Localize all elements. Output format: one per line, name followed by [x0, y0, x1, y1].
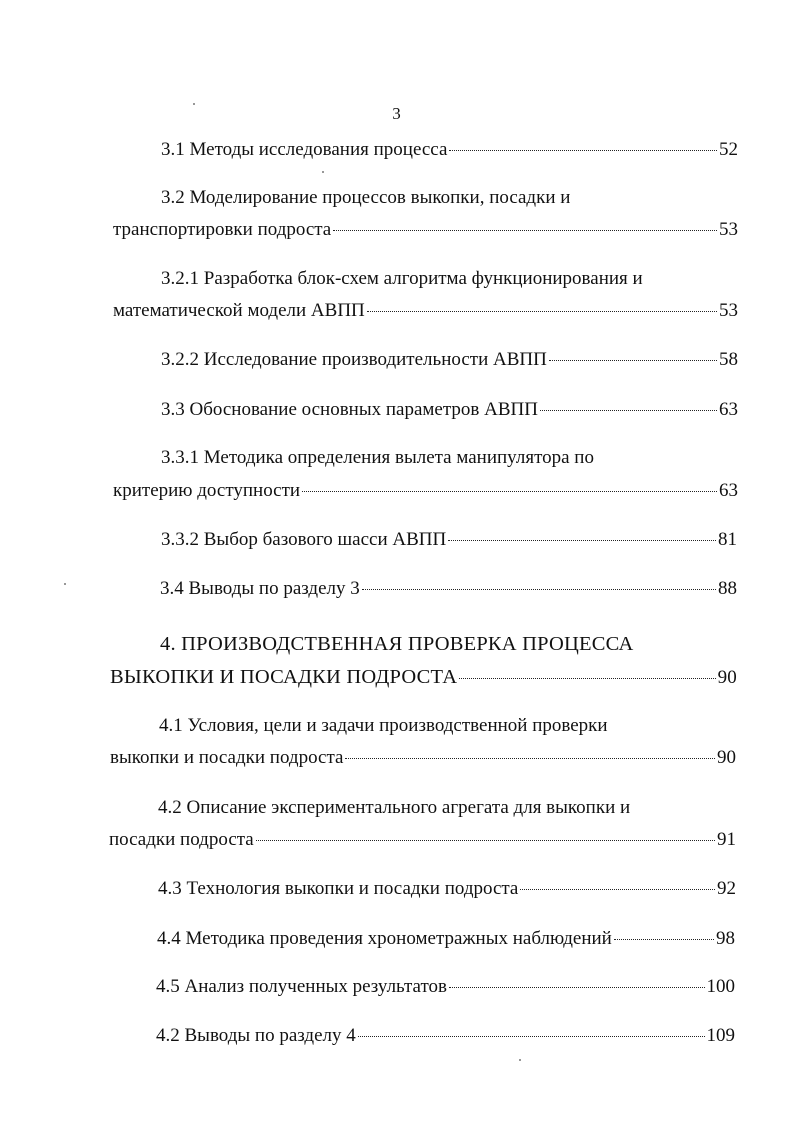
toc-entry-page: 53: [719, 219, 738, 240]
toc-chapter-4-line2: [110, 665, 737, 690]
toc-entry-page: 58: [719, 349, 738, 370]
toc-entry-3-2-2: [161, 348, 738, 372]
scan-speck: [322, 171, 324, 173]
toc-entry-page: 92: [717, 878, 736, 899]
toc-entry-title: 3.2.2 Исследование производительности АВПП: [161, 349, 547, 370]
toc-entry-4-2-line1: [158, 796, 630, 820]
toc-entry-page: 109: [706, 1025, 735, 1046]
toc-entry-3-2-1-line1: [161, 267, 643, 291]
toc-entry-4-2-conclusions: [156, 1024, 735, 1048]
toc-entry-title: 4.3 Технология выкопки и посадки подроста: [158, 878, 519, 899]
toc-entry-page: 91: [717, 829, 736, 850]
toc-entry-title: 3.3.1 Методика определения вылета манипулятора по: [161, 447, 594, 468]
toc-entry-page: 90: [717, 667, 737, 688]
toc-entry-page: 100: [706, 976, 735, 997]
toc-entry-title: 4.2 Описание экспериментального агрегата для выкопки и: [158, 797, 631, 818]
page-number: 3: [392, 104, 401, 123]
toc-entry-4-2-line2: [109, 828, 736, 852]
toc-entry-page: 88: [718, 578, 737, 599]
toc-leader-dots: [362, 589, 716, 590]
toc-chapter-4-line1: [160, 632, 633, 656]
toc-leader-dots: [520, 889, 715, 890]
toc-entry-3-3-1-line2: [113, 479, 738, 503]
toc-entry-title: 3.2.1 Разработка блок-схем алгоритма функционирования и: [161, 268, 643, 289]
toc-leader-dots: [333, 230, 717, 231]
toc-entry-3-1: [113, 138, 738, 162]
toc-leader-dots: [549, 360, 717, 361]
scan-speck: [519, 1059, 521, 1061]
toc-entry-title-cont: транспортировки подроста: [113, 219, 332, 240]
toc-entry-title: 3.3 Обоснование основных параметров АВПП: [161, 399, 538, 420]
toc-entry-4-5: [156, 975, 735, 999]
scan-speck: [64, 583, 66, 585]
toc-entry-3-3-1-line1: [161, 446, 594, 470]
toc-entry-title-cont: посадки подроста: [109, 829, 254, 850]
toc-entry-title-cont: критерию доступности: [113, 480, 301, 501]
toc-leader-dots: [449, 150, 717, 151]
toc-leader-dots: [256, 840, 715, 841]
toc-entry-title-cont: выкопки и посадки подроста: [110, 747, 344, 768]
toc-entry-3-3: [161, 398, 738, 422]
toc-leader-dots: [302, 491, 717, 492]
toc-entry-page: 53: [719, 300, 738, 321]
toc-leader-dots: [358, 1036, 705, 1037]
toc-leader-dots: [367, 311, 717, 312]
toc-entry-page: 63: [719, 399, 738, 420]
toc-leader-dots: [614, 939, 714, 940]
toc-entry-3-2-line2: [113, 218, 738, 242]
toc-entry-4-1-line2: [110, 746, 736, 770]
toc-entry-4-4: [157, 927, 735, 951]
toc-entry-title: 4.5 Анализ полученных результатов: [156, 976, 447, 997]
toc-entry-page: 52: [719, 139, 738, 160]
toc-entry-3-3-2: [161, 528, 737, 552]
toc-entry-page: 63: [719, 480, 738, 501]
toc-entry-title-cont: математической модели АВПП: [113, 300, 365, 321]
toc-leader-dots: [459, 678, 715, 679]
toc-leader-dots: [540, 410, 717, 411]
scan-speck: [193, 103, 195, 105]
toc-entry-4-3: [158, 877, 736, 901]
toc-entry-title: 3.4 Выводы по разделу 3: [160, 578, 360, 599]
toc-entry-title: 3.2 Моделирование процессов выкопки, посадки и: [161, 187, 571, 208]
toc-entry-4-1-line1: [159, 714, 608, 738]
toc-entry-title: 3.1 Методы исследования процесса: [161, 139, 448, 160]
toc-entry-title: 3.3.2 Выбор базового шасси АВПП: [161, 529, 447, 550]
toc-chapter-title-cont: ВЫКОПКИ И ПОСАДКИ ПОДРОСТА: [110, 666, 458, 688]
toc-chapter-title: 4. ПРОИЗВОДСТВЕННАЯ ПРОВЕРКА ПРОЦЕССА: [160, 633, 634, 655]
toc-entry-page: 90: [717, 747, 736, 768]
toc-entry-3-4: [160, 577, 737, 601]
toc-entry-title: 4.2 Выводы по разделу 4: [156, 1025, 356, 1046]
toc-entry-title: 4.1 Условия, цели и задачи производственной проверки: [159, 715, 608, 736]
toc-leader-dots: [345, 758, 715, 759]
toc-leader-dots: [449, 987, 705, 988]
toc-entry-page: 81: [718, 529, 737, 550]
toc-entry-3-2-1-line2: [113, 299, 738, 323]
toc-entry-title: 4.4 Методика проведения хронометражных наблюдений: [157, 928, 612, 949]
toc-entry-page: 98: [716, 928, 735, 949]
toc-entry-3-2-line1: [161, 186, 570, 210]
toc-leader-dots: [448, 540, 716, 541]
